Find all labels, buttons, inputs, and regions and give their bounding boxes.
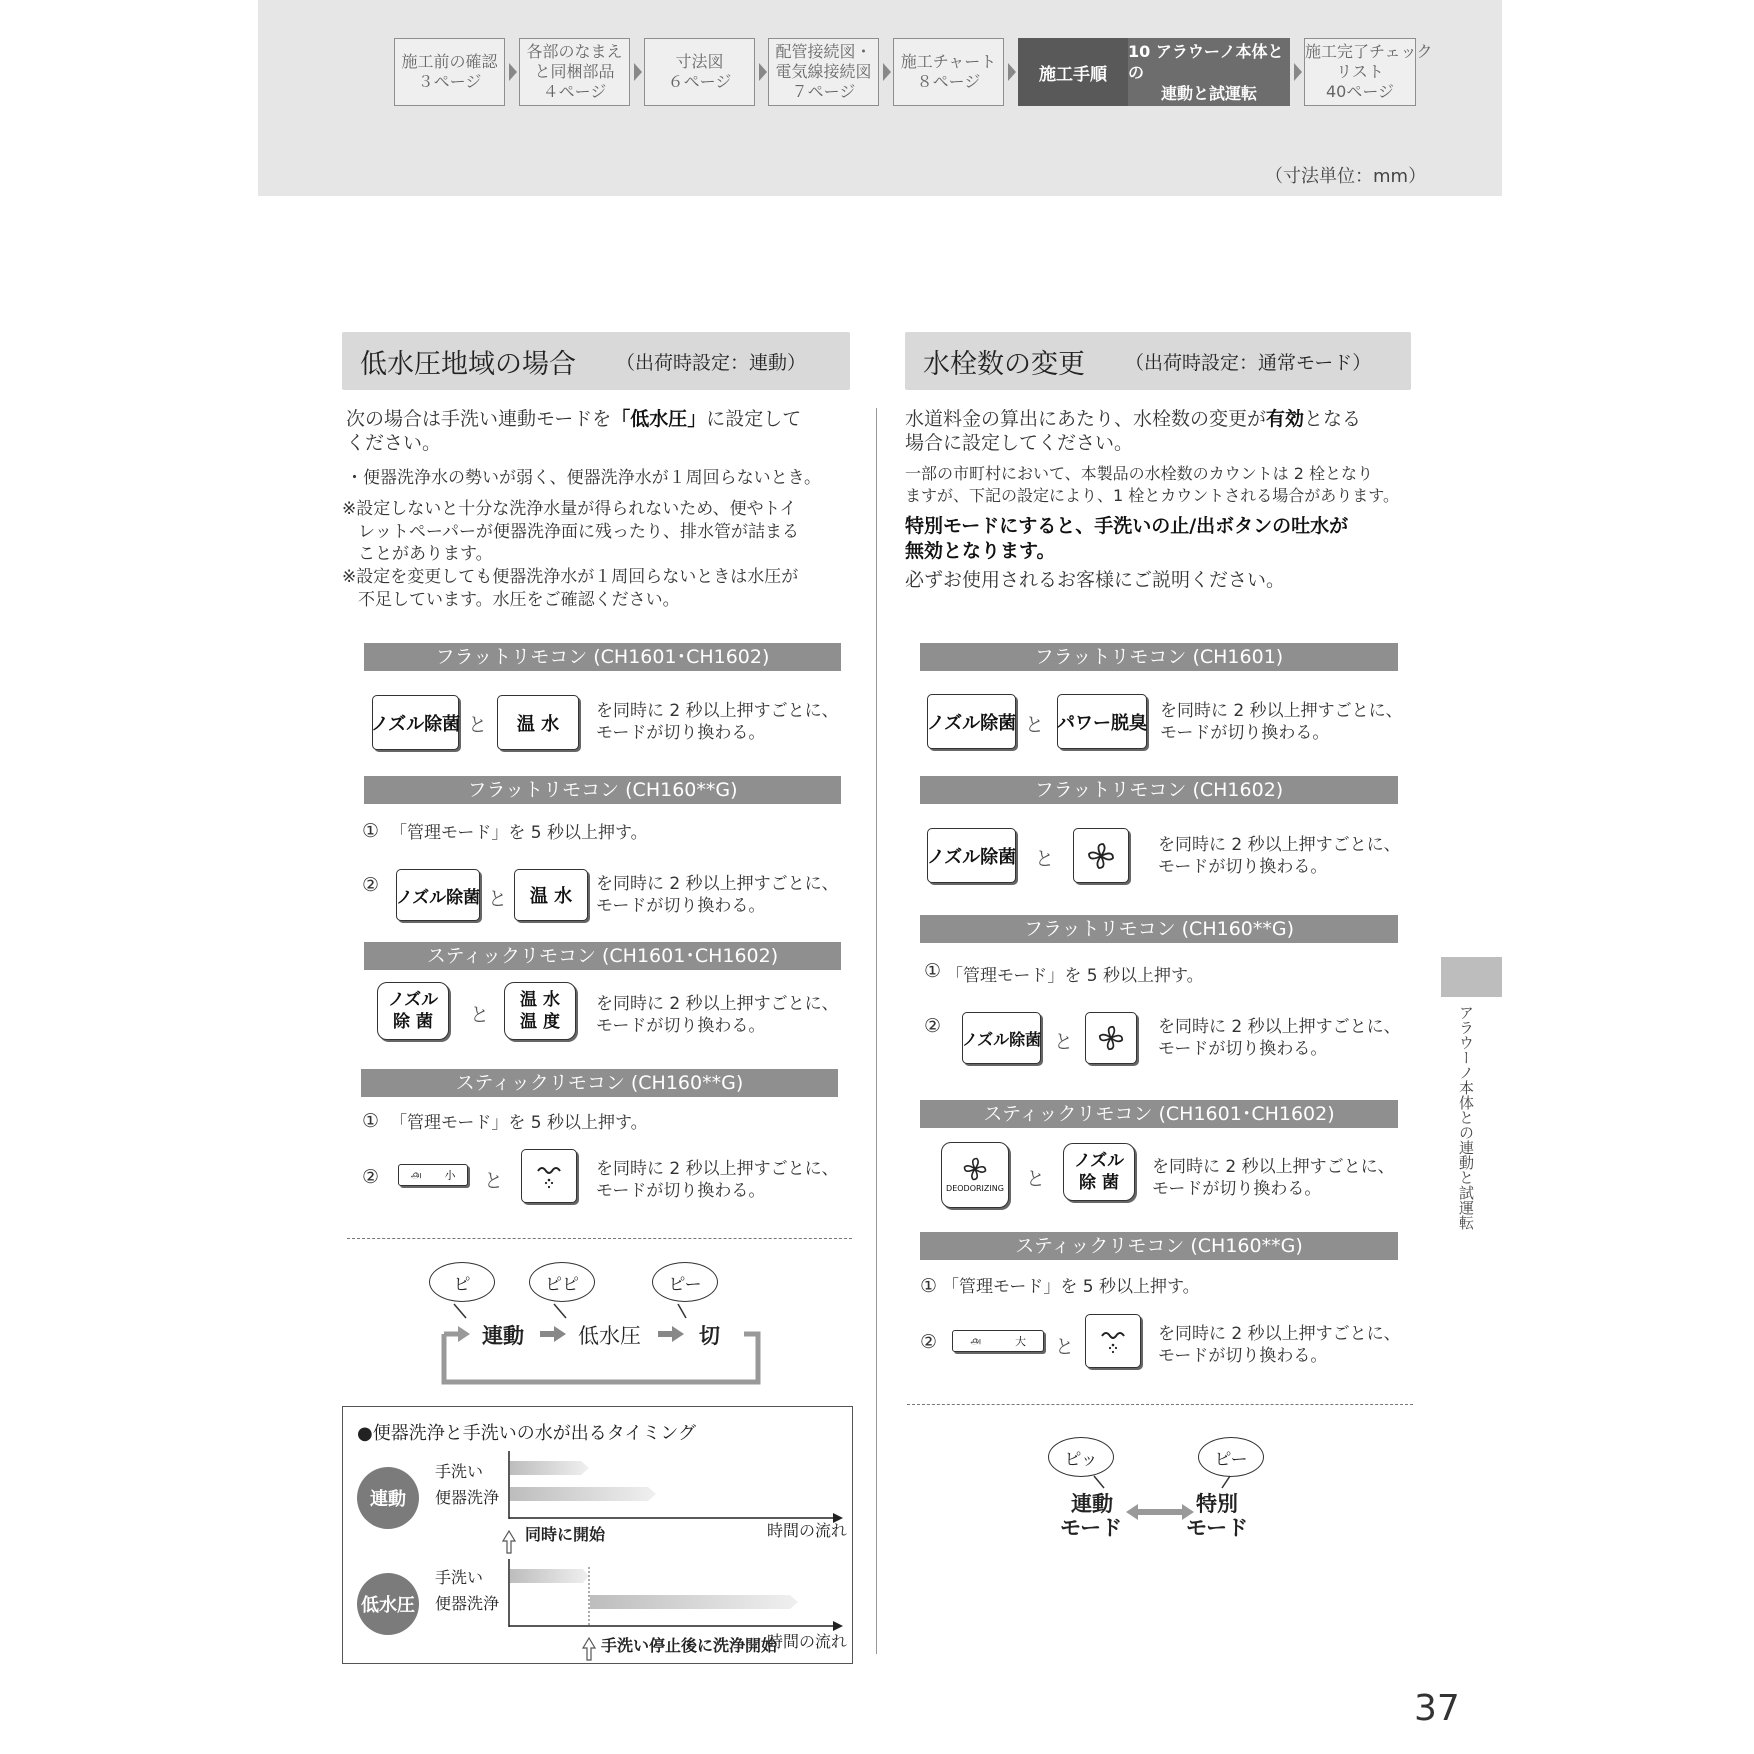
button-label: ノズル: [387, 990, 439, 1010]
step1-text: 「管理モード」を 5 秒以上押す。: [946, 966, 1204, 986]
nav-step-current[interactable]: [1018, 38, 1290, 106]
left-intro-line1: [346, 408, 801, 431]
button-label: 大: [1014, 1335, 1026, 1348]
toilet-flush-label: 便器洗浄: [435, 1488, 500, 1507]
nav-step-label: 施工前の確認: [401, 52, 498, 71]
dashed-divider: [347, 1238, 852, 1239]
faucet-icon: [1098, 1326, 1128, 1356]
warm-water-button[interactable]: 温 水: [514, 869, 588, 921]
nav-step-page: ８ページ: [916, 72, 981, 91]
remote-bar-flat: フラットリモコン (CH1601･CH1602): [364, 643, 841, 671]
nav-step-label: 施工チャート: [900, 52, 997, 71]
mode-circle-low-pressure: 低水圧: [357, 1573, 419, 1635]
right-intro-line1: [905, 408, 1361, 431]
remote-bar-flat-g: フラットリモコン (CH160**G): [364, 776, 841, 804]
flow-word-special: 特別: [1196, 1492, 1238, 1516]
left-note1-line1: ※設定しないと十分な洗浄水量が得られないため、便やトイ: [342, 499, 797, 519]
flow-word-mode: モード: [1060, 1516, 1123, 1540]
section-title: 水栓数の変更: [923, 348, 1085, 380]
nav-step-label: と同梱部品: [534, 62, 615, 81]
instruction-line1: を同時に 2 秒以上押すごとに、: [1158, 835, 1401, 855]
step-number: ②: [362, 1166, 380, 1188]
instruction-line2: モードが切り換わる。: [1158, 1346, 1328, 1366]
instruction-line1: を同時に 2 秒以上押すごとに、: [1158, 1324, 1401, 1344]
instruction-line2: モードが切り換わる。: [596, 1181, 766, 1201]
instruction-line1: を同時に 2 秒以上押すごとに、: [1152, 1157, 1395, 1177]
and-text: と: [484, 1170, 504, 1192]
chapter-side-label: アラウーノ本体との連動と試運転: [1457, 1005, 1475, 1230]
nav-step-label: リスト: [1336, 62, 1384, 81]
nav-step-page: ６ページ: [667, 72, 732, 91]
nav-step-1[interactable]: [394, 38, 505, 106]
swirl-icon: ௮: [410, 1167, 422, 1181]
fan-icon: [1096, 1023, 1126, 1053]
nav-step-last[interactable]: [1304, 38, 1433, 106]
button-label: ノズル: [1073, 1151, 1125, 1171]
and-text: と: [470, 1004, 490, 1026]
timing-box: [342, 1406, 853, 1664]
nav-arrow-icon: [509, 63, 517, 81]
nav-current-label: 施工手順: [1018, 38, 1128, 106]
beep-bubble: ピピ: [529, 1262, 595, 1302]
flow-word-off: 切: [699, 1324, 720, 1348]
remote-bar-stick-g: スティックリモコン (CH160**G): [920, 1232, 1398, 1260]
axis-time-label: 時間の流れ: [767, 1521, 848, 1540]
nozzle-clean-button[interactable]: ノズル除菌: [396, 869, 480, 921]
nav-current-title-line: 連動と試運転: [1160, 83, 1257, 103]
nav-step-label: 施工完了チェック: [1305, 42, 1433, 61]
remote-bar-stick: スティックリモコン (CH1601･CH1602): [920, 1100, 1398, 1128]
step-number: ①: [920, 1275, 938, 1297]
left-note1-line3: ことがあります。: [358, 544, 493, 564]
beep-bubble: ピッ: [1048, 1437, 1114, 1477]
section-setting: （出荷時設定：連動）: [616, 351, 807, 374]
instruction-line1: を同時に 2 秒以上押すごとに、: [596, 994, 839, 1014]
fan-icon: [961, 1155, 989, 1183]
remote-bar-flat-g: フラットリモコン (CH160**G): [920, 915, 1398, 943]
and-text: と: [1054, 1031, 1074, 1053]
flow-word-linked: 連動: [1071, 1492, 1113, 1516]
step1-text: 「管理モード」を 5 秒以上押す。: [390, 1113, 648, 1133]
nav-arrow-icon: [759, 63, 767, 81]
left-intro-line2: ください。: [346, 432, 442, 454]
nav-arrow-icon: [634, 63, 642, 81]
step-number: ②: [920, 1331, 938, 1353]
nav-step-page: ７ページ: [791, 82, 856, 101]
and-text: と: [468, 714, 488, 736]
nav-step-2[interactable]: [519, 38, 630, 106]
and-text: と: [488, 888, 508, 910]
note-simultaneous: 同時に開始: [525, 1525, 606, 1544]
text: に設定して: [706, 408, 802, 430]
nav-step-page: ３ページ: [417, 72, 482, 91]
nozzle-clean-button[interactable]: ノズル除菌: [927, 694, 1016, 749]
chapter-side-tab[interactable]: [1441, 957, 1502, 997]
emphasis-text: 「低水圧」: [611, 408, 707, 430]
nav-step-page: 40ページ: [1325, 82, 1395, 101]
nav-step-label: 寸法図: [675, 52, 724, 71]
right-warning-line1: 特別モードにすると、手洗いの止/出ボタンの吐水が: [905, 515, 1349, 537]
step-number: ②: [362, 874, 380, 896]
and-text: と: [1026, 1168, 1046, 1190]
deodorize-button[interactable]: [1085, 1012, 1137, 1064]
handwash-label: 手洗い: [435, 1462, 484, 1481]
nav-step-3[interactable]: [644, 38, 755, 106]
instruction-line2: モードが切り換わる。: [1158, 1039, 1328, 1059]
button-label: 除 菌: [393, 1012, 433, 1032]
text: 水道料金の算出にあたり、水栓数の変更が: [905, 408, 1267, 430]
section-header-faucet-count: [905, 332, 1411, 390]
beep-bubble: ピー: [1198, 1437, 1264, 1477]
button-label: 除 菌: [1079, 1173, 1119, 1193]
step1-text: 「管理モード」を 5 秒以上押す。: [942, 1277, 1200, 1297]
left-note2-line1: ※設定を変更しても便器洗浄水が１周回らないときは水圧が: [342, 567, 799, 587]
beep-bubble: ピ: [429, 1262, 495, 1302]
instruction-line2: モードが切り換わる。: [596, 723, 766, 743]
remote-bar-stick: スティックリモコン (CH1601･CH1602): [364, 942, 841, 970]
button-label: 温 水: [520, 990, 560, 1010]
instruction-line2: モードが切り換わる。: [1160, 723, 1330, 743]
right-intro-line2: 場合に設定してください。: [905, 432, 1134, 454]
nav-step-label: 各部のなまえ: [526, 42, 623, 61]
unit-note: （寸法単位：mm）: [1265, 166, 1427, 187]
nozzle-clean-button[interactable]: ノズル除菌: [962, 1012, 1041, 1064]
nav-current-title: [1128, 38, 1290, 106]
instruction-line1: を同時に 2 秒以上押すごとに、: [596, 701, 839, 721]
section-title: 低水圧地域の場合: [360, 348, 576, 380]
left-note1-line2: レットペーパーが便器洗浄面に残ったり、排水管が詰まる: [358, 522, 799, 542]
stick-deodorize-button[interactable]: [941, 1142, 1009, 1208]
beep-bubble: ピー: [652, 1262, 718, 1302]
step1-text: 「管理モード」を 5 秒以上押す。: [390, 823, 648, 843]
and-text: と: [1055, 1336, 1075, 1358]
step-number: ②: [924, 1015, 942, 1037]
page-number: 37: [1414, 1688, 1460, 1729]
instruction-line2: モードが切り換わる。: [1152, 1179, 1322, 1199]
flush-large-button[interactable]: [952, 1330, 1044, 1352]
emphasis-text: 有効: [1266, 408, 1305, 430]
button-label: 小: [444, 1169, 456, 1182]
nozzle-clean-button[interactable]: ノズル除菌: [927, 828, 1016, 883]
left-note2-line2: 不足しています。水圧をご確認ください。: [358, 590, 680, 610]
instruction-line1: を同時に 2 秒以上押すごとに、: [596, 874, 839, 894]
swirl-icon: ௮: [970, 1333, 981, 1347]
right-explain: 必ずお使用されるお客様にご説明ください。: [905, 569, 1286, 591]
nozzle-clean-button[interactable]: ノズル除菌: [372, 695, 459, 750]
left-bullet: ・便器洗浄水の勢いが弱く、便器洗浄水が１周回らないとき。: [346, 468, 821, 488]
remote-bar-stick-g: スティックリモコン (CH160**G): [361, 1069, 838, 1097]
dashed-divider: [907, 1404, 1413, 1405]
instruction-line1: を同時に 2 秒以上押すごとに、: [1158, 1017, 1401, 1037]
nav-step-4[interactable]: [768, 38, 879, 106]
flow-word-linked: 連動: [482, 1324, 524, 1348]
remote-bar-flat-1602: フラットリモコン (CH1602): [920, 776, 1398, 804]
nav-arrow-icon: [1008, 63, 1016, 81]
timing-title: ●便器洗浄と手洗いの水が出るタイミング: [357, 1423, 696, 1444]
axis-time-label: 時間の流れ: [767, 1632, 848, 1651]
instruction-line2: モードが切り換わる。: [1158, 857, 1328, 877]
and-text: と: [1025, 714, 1045, 736]
note-after-handwash: 手洗い停止後に洗浄開始: [601, 1636, 778, 1655]
text: となる: [1304, 408, 1362, 430]
instruction-line2: モードが切り換わる。: [596, 1016, 766, 1036]
stick-warm-temp-button[interactable]: [504, 982, 576, 1040]
flow-word-mode: モード: [1186, 1516, 1249, 1540]
nav-arrow-icon: [1294, 63, 1302, 81]
step-number: ①: [362, 820, 380, 842]
button-label: 温 度: [520, 1012, 560, 1032]
remote-bar-flat-1601: フラットリモコン (CH1601): [920, 643, 1398, 671]
column-divider: [876, 408, 877, 1654]
toilet-flush-label: 便器洗浄: [435, 1594, 500, 1613]
right-note-line1: 一部の市町村において、本製品の水栓数のカウントは 2 栓となり: [905, 464, 1374, 483]
stick-nozzle-clean-button[interactable]: [1063, 1143, 1135, 1201]
step-number: ①: [924, 960, 942, 982]
handwash-label: 手洗い: [435, 1568, 484, 1587]
nav-step-label: 配管接続図・: [775, 42, 872, 61]
flow-word-low-pressure: 低水圧: [578, 1324, 641, 1348]
section-setting: （出荷時設定：通常モード）: [1125, 351, 1372, 374]
nav-current-title-line: 10 アラウーノ本体との: [1128, 41, 1284, 82]
instruction-line2: モードが切り換わる。: [596, 896, 766, 916]
power-deodorize-button[interactable]: パワー脱臭: [1057, 694, 1147, 749]
nav-arrow-icon: [883, 63, 891, 81]
text: 次の場合は手洗い連動モードを: [346, 408, 612, 430]
instruction-line1: を同時に 2 秒以上押すごとに、: [1160, 701, 1403, 721]
instruction-line1: を同時に 2 秒以上押すごとに、: [596, 1159, 839, 1179]
deodorize-button[interactable]: [1073, 828, 1129, 883]
section-header-low-pressure: [342, 332, 850, 390]
and-text: と: [1035, 848, 1055, 870]
stick-nozzle-clean-button[interactable]: [377, 982, 449, 1040]
faucet-icon: [534, 1161, 564, 1191]
right-note-line2: ますが、下記の設定により、1 栓とカウントされる場合があります。: [905, 486, 1399, 505]
handwash-faucet-button[interactable]: [521, 1149, 577, 1203]
fan-icon: [1085, 840, 1117, 872]
nav-step-label: 電気線接続図: [775, 62, 872, 81]
flush-small-button[interactable]: [398, 1164, 468, 1186]
nav-step-5[interactable]: [893, 38, 1004, 106]
warm-water-button[interactable]: 温 水: [497, 695, 579, 750]
button-caption: DEODORIZING: [946, 1184, 1004, 1193]
right-warning-line2: 無効となります。: [905, 540, 1056, 562]
step-number: ①: [362, 1110, 380, 1132]
mode-circle-linked: 連動: [357, 1467, 419, 1529]
nav-step-page: ４ページ: [542, 82, 607, 101]
handwash-faucet-button[interactable]: [1085, 1314, 1141, 1368]
